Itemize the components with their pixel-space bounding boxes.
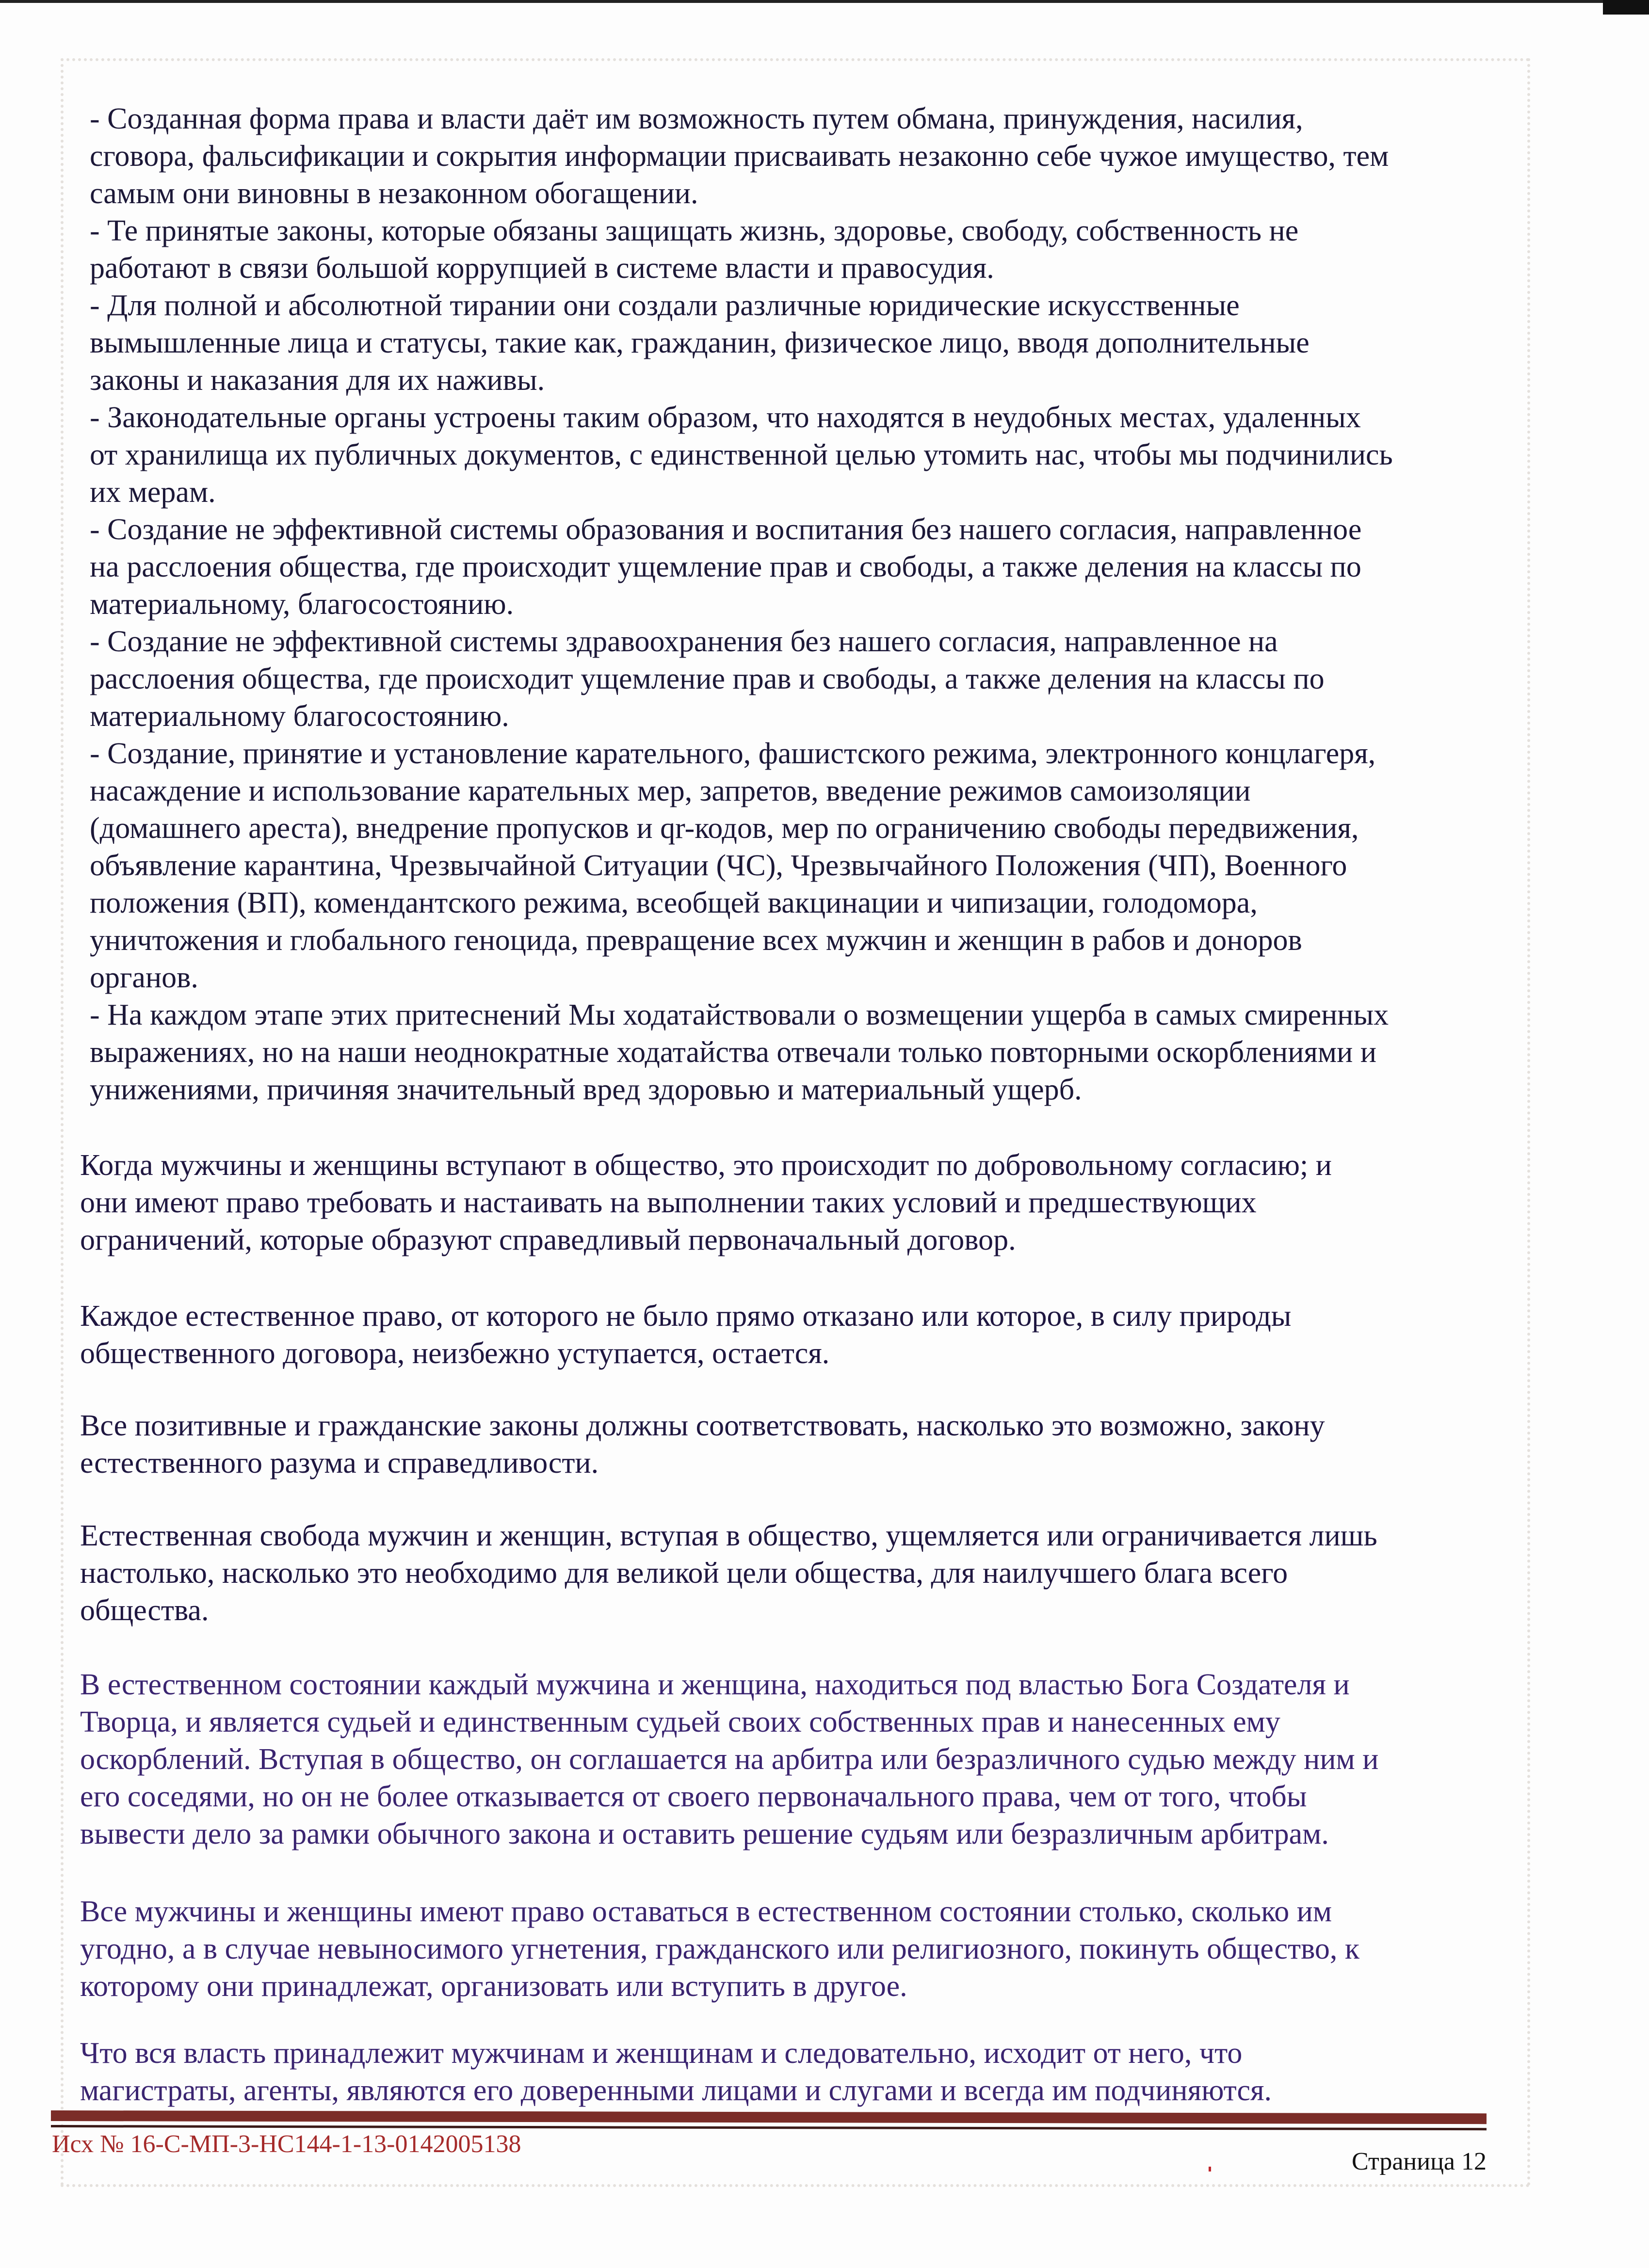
text-line: объявление карантина, Чрезвычайной Ситуации (ЧС), Чрезвычайного Положения (ЧП), Военного <box>90 849 1347 882</box>
scan-edge <box>0 0 1649 3</box>
text-line: которому они принадлежат, организовать или вступить в другое. <box>80 1970 907 2003</box>
paragraph <box>80 2035 1535 2109</box>
text-line: Все позитивные и гражданские законы должны соответствовать, насколько это возможно, закону <box>80 1409 1325 1442</box>
text-line: на расслоения общества, где происходит ущемление прав и свободы, а также деления на классы по <box>90 550 1361 583</box>
text-line: материальному, благосостоянию. <box>90 588 514 621</box>
text-line: угодно, а в случае невыносимого угнетения, гражданского или религиозного, покинуть общество, к <box>80 1932 1360 1965</box>
text-line: - Законодательные органы устроены таким образом, что находятся в неудобных местах, удаленных <box>90 401 1361 434</box>
paragraph <box>80 1147 1535 1259</box>
page-number: Страница 12 <box>1351 2148 1487 2175</box>
text-line: унижениями, причиняя значительный вред здоровью и материальный ущерб. <box>90 1073 1082 1106</box>
paragraph <box>80 1298 1535 1372</box>
text-line: от хранилища их публичных документов, с единственной целью утомить нас, чтобы мы подчинились <box>90 438 1393 471</box>
text-line: Естественная свобода мужчин и женщин, вступая в общество, ущемляется или ограничивается лишь <box>80 1519 1377 1552</box>
scan-corner <box>1603 0 1649 15</box>
text-line: В естественном состоянии каждый мужчина и женщина, находиться под властью Бога Создателя и <box>80 1668 1350 1701</box>
paragraph <box>80 1666 1535 1853</box>
text-line: - Создание не эффективной системы здравоохранения без нашего согласия, направленное на <box>90 625 1278 658</box>
text-line: Творца, и является судьей и единственным судьей своих собственных прав и нанесенных ему <box>80 1705 1280 1738</box>
text-line: Каждое естественное право, от которого не было прямо отказано или которое, в силу природы <box>80 1300 1292 1333</box>
text-line: их мерам. <box>90 476 216 509</box>
text-line: вывести дело за рамки обычного закона и оставить решение судьям или безразличным арбитрам. <box>80 1818 1329 1850</box>
text-line: Когда мужчины и женщины вступают в общество, это происходит по добровольному согласию; и <box>80 1149 1332 1182</box>
paragraph <box>80 1517 1535 1629</box>
text-line: законы и наказания для их наживы. <box>90 364 545 397</box>
text-line: Все мужчины и женщины имеют право оставаться в естественном состоянии столько, сколько им <box>80 1895 1332 1928</box>
text-line: общества. <box>80 1594 209 1627</box>
text-line: его соседями, но он не более отказывается от своего первоначального права, чем от того, чтобы <box>80 1780 1307 1813</box>
text-line: работают в связи большой коррупцией в системе власти и правосудия. <box>90 252 994 285</box>
text-line: - На каждом этапе этих притеснений Мы ходатайствовали о возмещении ущерба в самых смиренных <box>90 998 1389 1031</box>
text-line: самым они виновны в незаконном обогащении. <box>90 177 698 210</box>
text-line: настолько, насколько это необходимо для великой цели общества, для наилучшего блага всего <box>80 1557 1288 1590</box>
text-line: магистраты, агенты, являются его доверенными лицами и слугами и всегда им подчиняются. <box>80 2074 1272 2107</box>
paragraph <box>80 1407 1535 1482</box>
text-line: насаждение и использование карательных мер, запретов, введение режимов самоизоляции <box>90 774 1251 807</box>
ink-mark <box>1209 2167 1211 2171</box>
text-line: вымышленные лица и статусы, такие как, гражданин, физическое лицо, вводя дополнительные <box>90 326 1310 359</box>
text-line: естественного разума и справедливости. <box>80 1447 599 1480</box>
document-reference: Исх № 16-С-МП-3-НС144-1-13-0142005138 <box>52 2130 521 2158</box>
text-line: - Создание не эффективной системы образования и воспитания без нашего согласия, направленное <box>90 513 1362 546</box>
text-line: - Созданная форма права и власти даёт им возможность путем обмана, принуждения, насилия, <box>90 102 1303 135</box>
grievance-list <box>80 100 1535 1109</box>
text-line: сговора, фальсификации и сокрытия информации присваивать незаконно себе чужое имущество, тем <box>90 140 1389 173</box>
text-line: выражениях, но на наши неоднократные ходатайства отвечали только повторными оскорблениями и <box>90 1036 1377 1069</box>
text-line: уничтожения и глобального геноцида, превращение всех мужчин и женщин в рабов и доноров <box>90 924 1302 957</box>
text-line: оскорблений. Вступая в общество, он соглашается на арбитра или безразличного судью между ним и <box>80 1743 1379 1776</box>
text-line: они имеют право требовать и настаивать на выполнении таких условий и предшествующих <box>80 1186 1257 1219</box>
text-line: органов. <box>90 961 198 994</box>
paragraph <box>80 1893 1535 2005</box>
text-line: общественного договора, неизбежно уступается, остается. <box>80 1337 830 1370</box>
text-line: (домашнего ареста), внедрение пропусков и qr-кодов, мер по ограничению свободы передвижения, <box>90 812 1359 845</box>
text-line: расслоения общества, где происходит ущемление прав и свободы, а также деления на классы по <box>90 662 1325 695</box>
text-line: материальному благосостоянию. <box>90 700 509 733</box>
text-line: - Создание, принятие и установление карательного, фашистского режима, электронного концлагеря, <box>90 737 1376 770</box>
text-line: Что вся власть принадлежит мужчинам и женщинам и следовательно, исходит от него, что <box>80 2037 1243 2070</box>
text-line: - Для полной и абсолютной тирании они создали различные юридические искусственные <box>90 289 1240 322</box>
text-line: ограничений, которые образуют справедливый первоначальный договор. <box>80 1223 1016 1256</box>
text-line: - Те принятые законы, которые обязаны защищать жизнь, здоровье, свободу, собственность не <box>90 214 1299 247</box>
text-line: положения (ВП), комендантского режима, всеобщей вакцинации и чипизации, голодомора, <box>90 886 1258 919</box>
